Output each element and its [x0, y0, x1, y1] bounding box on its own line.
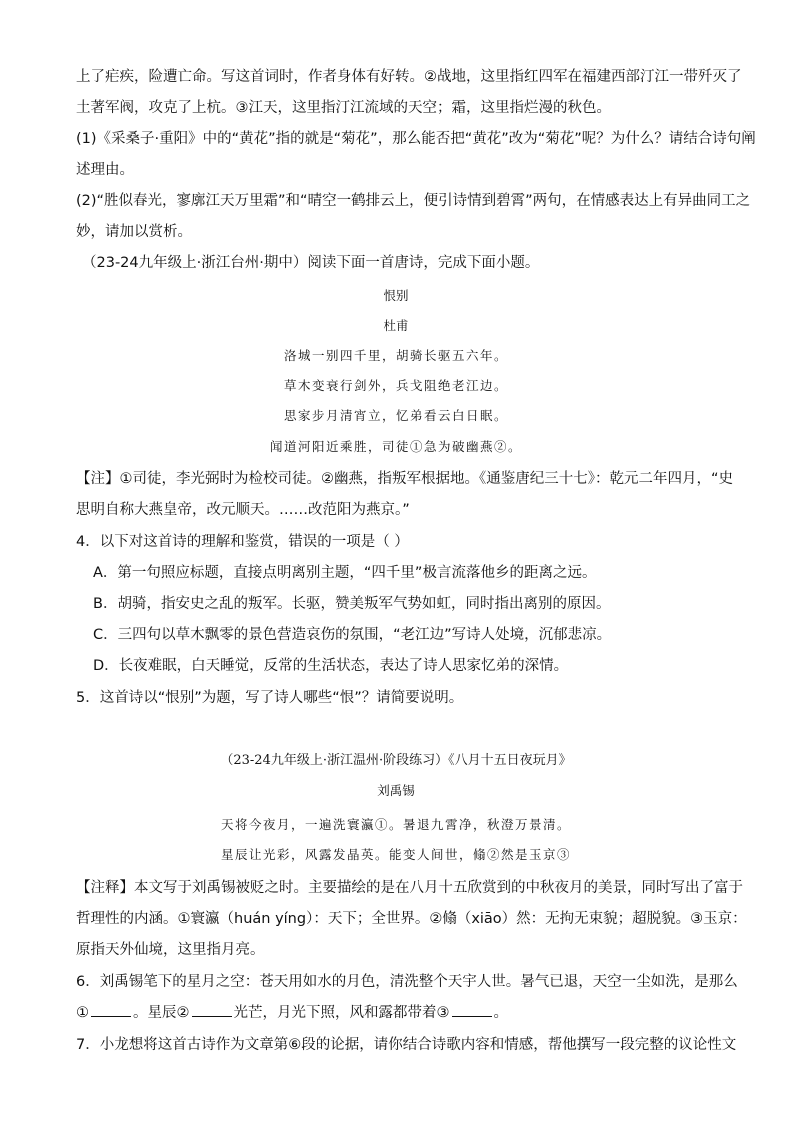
- option-b: B．胡骑，指安史之乱的叛军。长驱，赞美叛军气势如虹，同时指出离别的原因。: [93, 596, 611, 612]
- poem-line: 思家步月清宵立，忆弟看云白日眠。: [283, 408, 508, 423]
- question-2: (2)“胜似春光，寥廓江天万里霜”和“晴空一鹤排云上，便引诗情到碧霄”两句，在情感表达上有异曲同工之: [76, 193, 751, 209]
- question-1: (1)《采桑子·重阳》中的“黄花”指的就是“菊花”，那么能否把“黄花”改为“菊花”呢？为什么？请结合诗句阐: [76, 131, 756, 147]
- question-6-blanks: [76, 998, 736, 1029]
- poem-note: 【注释】本文写于刘禹锡被贬之时。主要描绘的是在八月十五欣赏到的中秋夜月的美景，同时写出了富于: [76, 880, 743, 896]
- question-4: 4．以下对这首诗的理解和鉴赏，错误的一项是（ ）: [76, 534, 409, 550]
- poem-author: 刘禹锡: [377, 783, 415, 798]
- poem-line: 星辰让光彩，风露发晶英。能变人间世，翛②然是玉京③: [220, 847, 571, 862]
- poem-note-cont: 思明自称大燕皇帝，改元顺天。……改范阳为燕京。”: [76, 502, 410, 518]
- question-7: 7．小龙想将这首古诗作为文章第⑥段的论据，请你结合诗歌内容和情感，帮他撰写一段完整的议论性文: [76, 1037, 737, 1053]
- question-5: 5．这首诗以“恨别”为题，写了诗人哪些“恨”？请简要说明。: [76, 690, 464, 706]
- option-d: D．长夜难眠，白天睡觉，反常的生活状态，表达了诗人思家忆弟的深情。: [93, 658, 569, 674]
- poem-line: 天将今夜月，一遍洗寰瀛①。暑退九霄净，秋澄万景清。: [220, 817, 571, 832]
- poem-author: 杜甫: [383, 318, 409, 333]
- section-intro: （23-24九年级上·浙江台州·期中）阅读下面一首唐诗，完成下面小题。: [82, 255, 540, 271]
- poem-note-cont: 哲理性的内涵。①寰瀛（huán yíng）：天下；全世界。②翛（xiāo）然：无拘无束貌；超脱貌。③玉京：: [76, 911, 747, 927]
- option-c: C．三四句以草木飘零的景色营造哀伤的氛围，“老江边”写诗人处境，沉郁悲凉。: [93, 627, 612, 643]
- poem-line: 闻道河阳近乘胜，司徒①急为破幽燕②。: [269, 439, 522, 454]
- blank-label: 光芒，月光下照，风和露都带着③: [233, 1005, 450, 1021]
- poem-line: 洛城一别四千里，胡骑长驱五六年。: [283, 348, 508, 363]
- answer-blank[interactable]: [452, 1002, 492, 1017]
- blank-label: 。: [493, 1005, 508, 1021]
- annotation-line: 上了疟疾，险遭亡命。写这首词时，作者身体有好转。②战地，这里指红四军在福建西部汀江一带歼灭了: [76, 69, 742, 85]
- poem-line: 草木变衰行剑外，兵戈阻绝老江边。: [283, 378, 508, 393]
- poem-note-cont: 原指天外仙境，这里指月亮。: [76, 942, 265, 958]
- poem-note: 【注】①司徒，李光弼时为检校司徒。②幽燕，指叛军根据地。《通鉴唐纪三十七》：乾元二年四月，“史: [76, 471, 734, 487]
- question-1-cont: 述理由。: [76, 162, 134, 178]
- blank-label: ①: [76, 1005, 89, 1021]
- question-2-cont: 妙，请加以赏析。: [76, 224, 192, 240]
- annotation-line: 土著军阀，攻克了上杭。③江天，这里指汀江流域的天空；霜，这里指烂漫的秋色。: [76, 100, 611, 116]
- poem-title: 恨别: [383, 288, 409, 303]
- section-intro: （23-24九年级上·浙江温州·阶段练习）《八月十五日夜玩月》: [220, 753, 572, 768]
- blank-label: 。星辰②: [133, 1005, 190, 1021]
- question-6: 6．刘禹锡笔下的星月之空：苍天用如水的月色，清洗整个天宇人世。暑气已退，天空一尘如洗，是那么: [76, 974, 738, 990]
- option-a: A．第一句照应标题，直接点明离别主题，“四千里”极言流落他乡的距离之远。: [93, 565, 597, 581]
- answer-blank[interactable]: [192, 1002, 232, 1017]
- answer-blank[interactable]: [91, 1002, 131, 1017]
